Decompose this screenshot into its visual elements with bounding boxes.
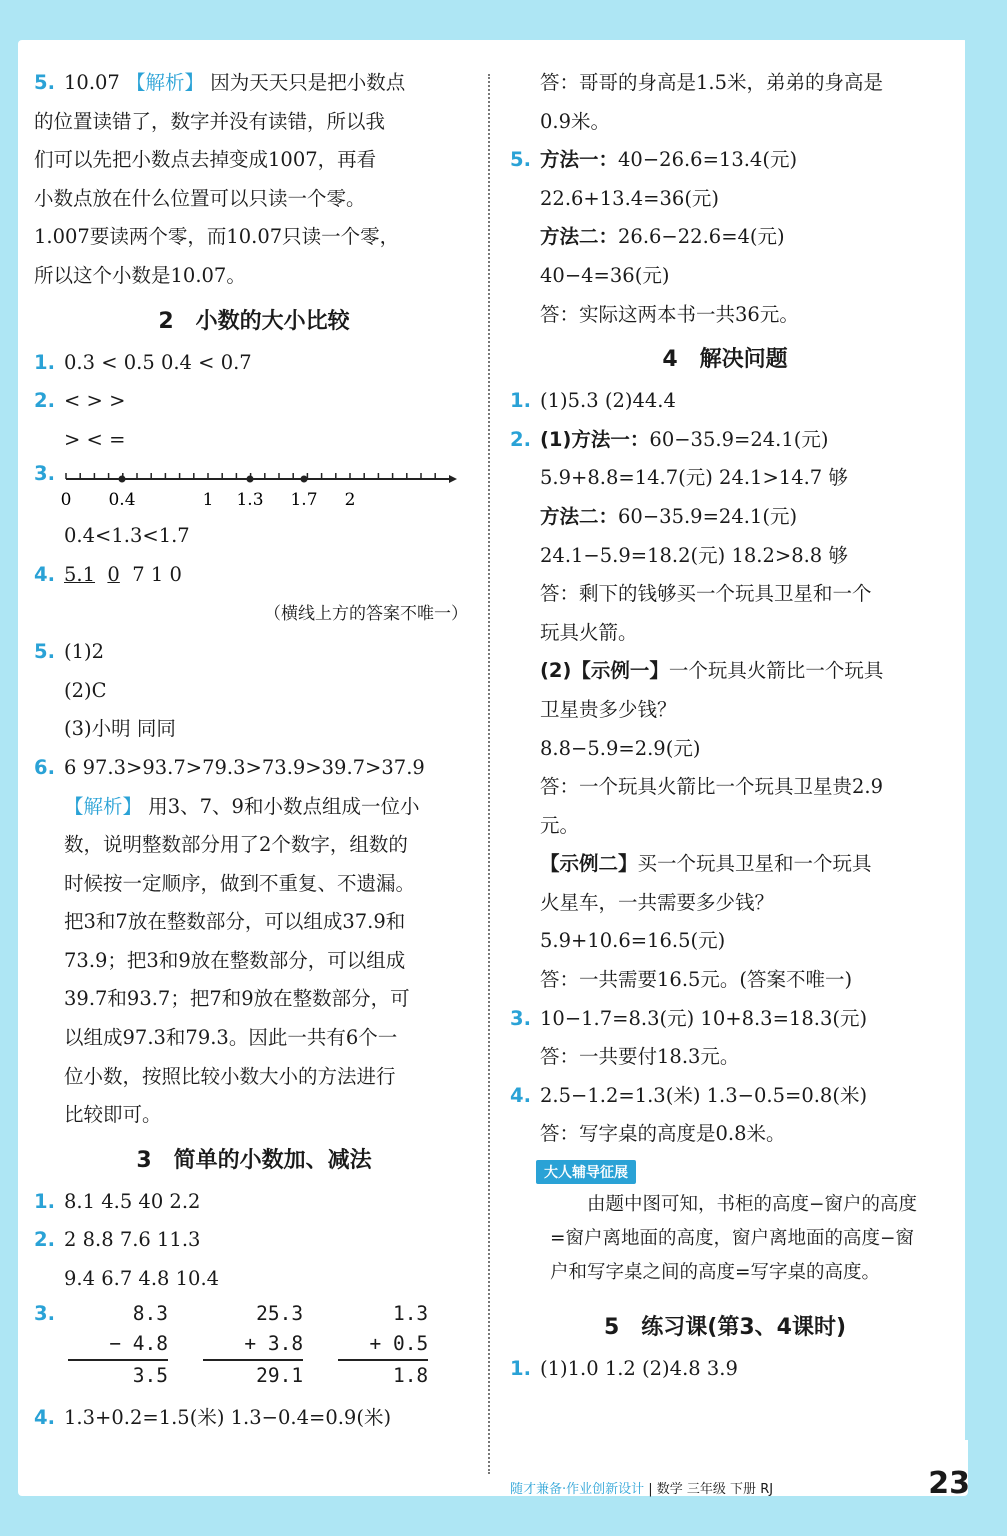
answer-line: 答：剩下的钱够买一个玩具卫星和一个 — [540, 582, 872, 606]
page-number: 23 — [928, 1466, 970, 1501]
answer-line: 24.1−5.9=18.2(元) 18.2>8.8 够 — [540, 543, 848, 567]
answer-line: 1. 8.1 4.5 40 2.2 — [34, 1189, 201, 1213]
note: （横线上方的答案不唯一） — [264, 603, 468, 624]
section-heading: 4 解决问题 — [662, 347, 788, 373]
analysis-line: 39.7和93.7；把7和9放在整数部分，可 — [64, 987, 410, 1011]
analysis-line: 们可以先把小数点去掉变成1007，再看 — [34, 148, 377, 172]
right-column — [510, 64, 940, 1389]
analysis-line: 位小数，按照比较小数大小的方法进行 — [64, 1064, 396, 1088]
tick-label: 1.7 — [290, 490, 318, 511]
answer-line: 元。 — [540, 813, 580, 837]
answer-line: 方法二：26.6−22.6=4(元) — [540, 225, 785, 249]
answer-line: 玩具火箭。 — [540, 620, 638, 644]
analysis-line: 小数点放在什么位置可以只读一个零。 — [34, 186, 366, 210]
answer-line: 0.9米。 — [540, 109, 611, 133]
answer-line: 答：写字桌的高度是0.8米。 — [540, 1122, 786, 1146]
parent-tip-box — [510, 1160, 940, 1290]
analysis-line: 1.007要读两个零，而10.07只读一个零， — [34, 225, 400, 249]
answer-line: > < = — [64, 427, 126, 451]
vertical-calc: 1.3 + 0.5 1.8 — [338, 1299, 428, 1391]
answer-line: 22.6+13.4=36(元) — [540, 186, 720, 210]
answer-line: 方法二：60−35.9=24.1(元) — [540, 504, 798, 528]
tip-text: 由题中图可知，书柜的高度−窗户的高度=窗户离地面的高度，窗户离地面的高度−窗户和写字桌之间的高度=写字桌的高度。 — [550, 1194, 918, 1284]
footer-brand: 随才兼备·作业创新设计 — [510, 1482, 645, 1497]
answer-line: 火星车，一共需要多少钱？ — [540, 890, 775, 914]
answer-line: 1. 0.3 < 0.5 0.4 < 0.7 — [34, 350, 252, 374]
answer-line: 1. (1)5.3 (2)44.4 — [510, 389, 676, 413]
left-column — [34, 64, 474, 1437]
answer-line: 【示例二】买一个玩具卫星和一个玩具 — [540, 852, 872, 876]
answer-line: 5.9+8.8=14.7(元) 24.1>14.7 够 — [540, 466, 848, 490]
answer-line: (2)C — [64, 678, 107, 702]
analysis-line: 【解析】 用3、7、9和小数点组成一位小 — [64, 794, 420, 818]
tick-label: 2 — [344, 490, 356, 511]
column-divider — [488, 74, 490, 1474]
analysis-line: 以组成97.3和79.3。因此一共有6个一 — [64, 1026, 398, 1050]
footer-subject: 数学 三年级 下册 RJ — [656, 1482, 774, 1497]
vertical-calc: 8.3 − 4.8 3.5 — [68, 1299, 168, 1391]
answer-line: 答：实际这两本书一共36元。 — [540, 302, 799, 326]
answer-line: 卫星贵多少钱？ — [540, 697, 677, 721]
section-heading: 2 小数的大小比较 — [158, 308, 350, 334]
vertical-calc: 25.3 + 3.8 29.1 — [203, 1299, 303, 1391]
page-footer: 随才兼备·作业创新设计 | 数学 三年级 下册 RJ 23 — [510, 1466, 970, 1501]
tick-label: 0 — [60, 490, 72, 511]
answer-line: 5. (1)2 — [34, 640, 105, 664]
answer-line: 答：哥哥的身高是1.5米，弟弟的身高是 — [540, 71, 884, 94]
answer-line: 3. 10−1.7=8.3(元) 10+8.3=18.3(元) — [510, 1006, 868, 1030]
answer-line: 4. 5.1 0 7 1 0 — [34, 562, 182, 586]
analysis-line: 数，说明整数部分用了2个数字，组数的 — [64, 833, 408, 857]
tick-label: 1.3 — [236, 490, 264, 511]
answer-line: 0.4<1.3<1.7 — [64, 524, 190, 548]
answer-line: 4. 1.3+0.2=1.5(米) 1.3−0.4=0.9(米) — [34, 1405, 392, 1429]
number-line — [60, 465, 464, 515]
answer-line: 答：一个玩具火箭比一个玩具卫星贵2.9 — [540, 775, 884, 799]
answer-line: 答：一共要付18.3元。 — [540, 1045, 740, 1069]
answer-line: 4. 2.5−1.2=1.3(米) 1.3−0.5=0.8(米) — [510, 1083, 868, 1107]
answer-line: 答：一共需要16.5元。(答案不唯一) — [540, 968, 853, 992]
answer-line: 5. 方法一：40−26.6=13.4(元) — [510, 148, 798, 172]
vertical-calcs: 3. 8.3 − 4.8 3.5 25.3 + 3.8 29.1 1.3 + 0.5 1.8 — [34, 1299, 474, 1399]
analysis-line: 所以这个小数是10.07。 — [34, 263, 246, 287]
answer-line: 6. 6 97.3>93.7>79.3>73.9>39.7>37.9 — [34, 755, 425, 779]
number-line-row: 3. 0 0.4 1 1.3 1.7 2 — [34, 459, 474, 517]
analysis-line: 比较即可。 — [64, 1103, 162, 1127]
analysis-line: 把3和7放在整数部分，可以组成37.9和 — [64, 910, 406, 934]
answer-line: 5. 10.07 【解析】 因为天天只是把小数点 — [34, 71, 406, 94]
tick-label: 1 — [202, 490, 214, 511]
answer-line: 2. 2 8.8 7.6 11.3 — [34, 1228, 201, 1252]
analysis-line: 73.9；把3和9放在整数部分，可以组成 — [64, 948, 406, 972]
answer-line: (2)【示例一】一个玩具火箭比一个玩具 — [540, 659, 884, 683]
tick-label: 0.4 — [108, 490, 136, 511]
answer-line: (3)小明 同同 — [64, 717, 176, 741]
section-heading: 5 练习课(第3、4课时) — [603, 1315, 847, 1341]
analysis-line: 的位置读错了，数字并没有读错，所以我 — [34, 109, 386, 133]
answer-line: 1. (1)1.0 1.2 (2)4.8 3.9 — [510, 1357, 738, 1381]
right-decor-strip — [965, 40, 1007, 1440]
answer-line: 5.9+10.6=16.5(元) — [540, 929, 726, 953]
section-heading: 3 简单的小数加、减法 — [136, 1147, 372, 1173]
answer-line: 9.4 6.7 4.8 10.4 — [64, 1267, 220, 1291]
tip-tag: 大人辅导征展 — [536, 1160, 636, 1184]
analysis-line: 时候按一定顺序，做到不重复、不遗漏。 — [64, 871, 416, 895]
answer-line: 2. < > > — [34, 389, 126, 413]
answer-line: 40−4=36(元) — [540, 263, 670, 287]
answer-line: 8.8−5.9=2.9(元) — [540, 736, 701, 760]
answer-line: 2. (1)方法一：60−35.9=24.1(元) — [510, 427, 829, 451]
